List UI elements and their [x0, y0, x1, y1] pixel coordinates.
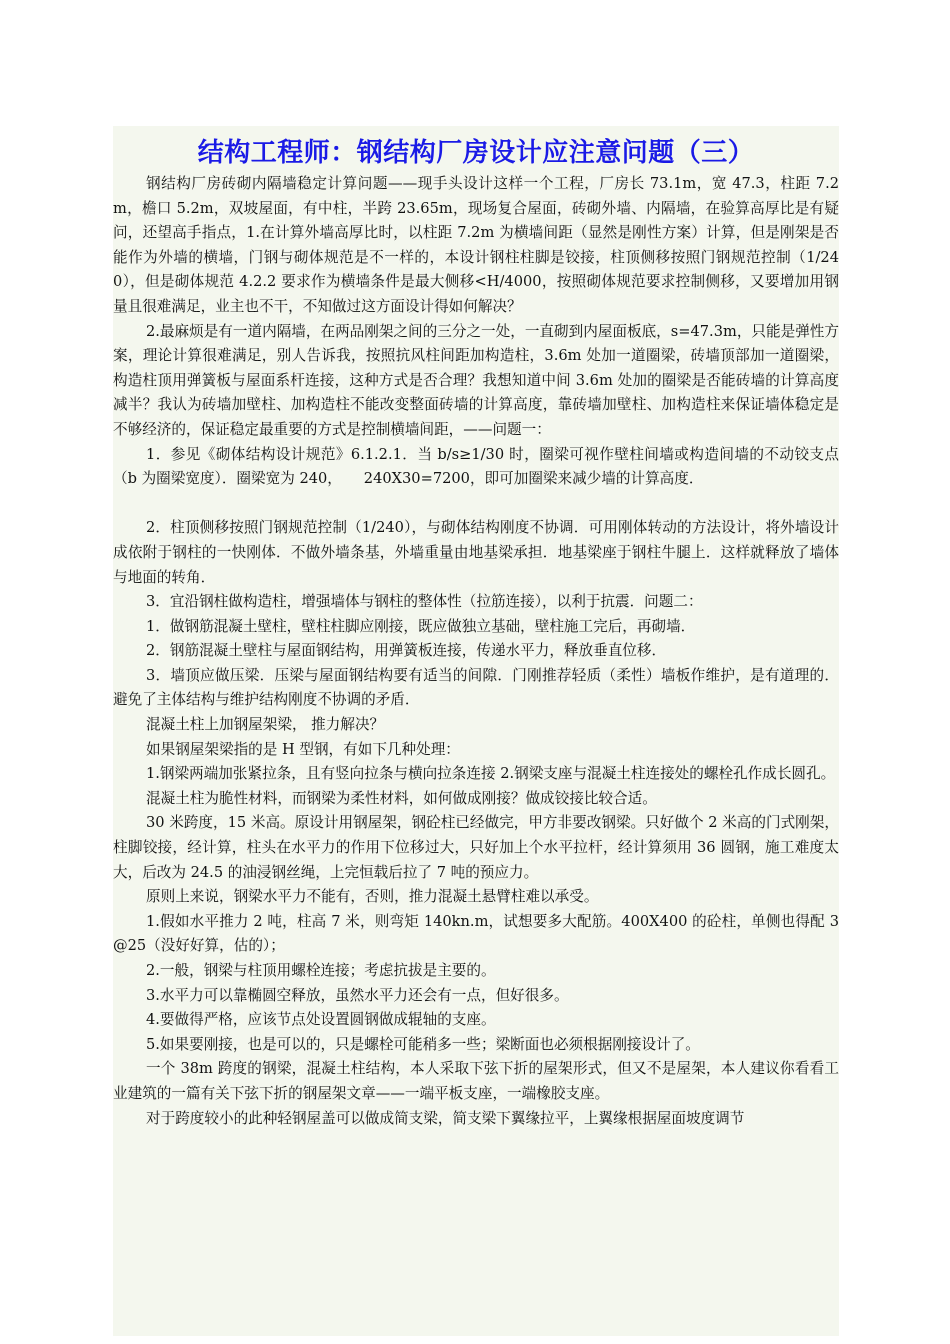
paragraph: 5.如果要刚接，也是可以的，只是螺栓可能稍多一些；梁断面也必须根据刚接设计了。: [146, 1035, 700, 1053]
article-title: 结构工程师：钢结构厂房设计应注意问题（三）: [197, 138, 755, 168]
article-body: [113, 126, 839, 1336]
paragraph: 1．参见《砌体结构设计规范》6.1.2.1．当 b/s≥1/30 时，圈梁可视作壁柱间墙或构造间墙的不动铰支点（b 为圈梁宽度）．圈梁宽为 240， 240X30=7200，即可加圈梁来减少墙的计算高度．: [113, 445, 839, 488]
paragraph: 2.最麻烦是有一道内隔墙，在两品刚架之间的三分之一处，一直砌到内屋面板底，s=47.3m，只能是弹性方案，理论计算很难满足，别人告诉我，按照抗风柱间距加构造柱，3.6m 处加一道圈梁，砖墙顶部加一道圈梁，构造柱顶用弹簧板与屋面系杆连接，这种方式是否合理？我想知道中间 3.6m 处加的圈梁是否能砖墙的计算高度减半？我认为砖墙加壁柱、加构造柱不能改变整面砖墙的计算高度，靠砖墙加壁柱、加构造柱来保证墙体稳定是不够经济的，保证稳定最重要的方式是控制横墙间距，——问题一：: [113, 322, 839, 438]
paragraph: 3．墙顶应做压梁．压梁与屋面钢结构要有适当的间隙．门刚推荐轻质（柔性）墙板作维护，是有道理的．避免了主体结构与维护结构刚度不协调的矛盾．: [113, 666, 839, 709]
paragraph: 混凝土柱上加钢屋架梁， 推力解决？: [146, 716, 385, 734]
paragraph: 3．宜沿钢柱做构造柱，增强墙体与钢柱的整体性（拉筋连接），以利于抗震．问题二：: [146, 593, 703, 611]
paragraph: 1.假如水平推力 2 吨，柱高 7 米，则弯矩 140kn.m，试想要多大配筋。400X400 的砼柱，单侧也得配 3@25（没好好算，估的）；: [113, 912, 839, 955]
paragraph: 如果钢屋架梁指的是 H 型钢，有如下几种处理：: [146, 740, 460, 758]
paragraph: 2.一般，钢梁与柱顶用螺栓连接；考虑抗拔是主要的。: [146, 962, 496, 979]
paragraph: 1.钢梁两端加张紧拉条，且有竖向拉条与横向拉条连接 2.钢梁支座与混凝土柱连接处的螺栓孔作成长圆孔。: [146, 765, 836, 783]
paragraph: 3.水平力可以靠椭圆空释放，虽然水平力还会有一点，但好很多。: [146, 986, 569, 1004]
paragraph: 30 米跨度，15 米高。原设计用钢屋架，钢砼柱已经做完，甲方非要改钢梁。只好做个 2 米高的门式刚架，柱脚铰接，经计算，柱头在水平力的作用下位移过大，只好加上个水平拉杆，经计算须用 36 圆钢，施工难度太大，后改为 24.5 的油浸钢丝绳，上完恒载后拉了 7 吨的预应力。: [113, 814, 839, 881]
paragraph: 原则上来说，钢梁水平力不能有，否则，推力混凝土悬臂柱难以承受。: [146, 888, 599, 906]
paragraph: 2．钢筋混凝土壁柱与屋面钢结构，用弹簧板连接，传递水平力，释放垂直位移．: [146, 642, 667, 660]
paragraph: 一个 38m 跨度的钢梁，混凝土柱结构，本人采取下弦下折的屋架形式，但又不是屋架，本人建议你看看工业建筑的一篇有关下弦下折的钢屋架文章——一端平板支座，一端橡胶支座。: [113, 1060, 839, 1102]
blank-line: [113, 492, 839, 517]
paragraph: 4.要做得严格，应该节点处设置圆钢做成辊轴的支座。: [146, 1011, 496, 1029]
paragraph: 钢结构厂房砖砌内隔墙稳定计算问题——现手头设计这样一个工程，厂房长 73.1m，宽 47.3，柱距 7.2m，檐口 5.2m，双坡屋面，有中柱，半跨 23.65m，现场复合屋面，砖砌外墙、内隔墙，在验算高厚比是有疑问，还望高手指点，1.在计算外墙高厚比时，以柱距 7.2m 为横墙间距（显然是刚性方案）计算，但是刚架是否能作为外墙的横墙，门钢与砌体规范是不一样的，本设计钢柱柱脚是铰接，柱顶侧移按照门钢规范控制（1/240），但是砌体规范 4.2.2 要求作为横墙条件是最大侧移<H/4000，按照砌体规范要求控制侧移，又要增加用钢量且很难满足，业主也不干，不知做过这方面设计得如何解决？: [113, 175, 839, 315]
paragraph: 1．做钢筋混凝土壁柱，壁柱柱脚应刚接，既应做独立基础，壁柱施工完后，再砌墙．: [146, 617, 696, 635]
paragraph: 2．柱顶侧移按照门钢规范控制（1/240），与砌体结构刚度不协调．可用刚体转动的方法设计，将外墙设计成依附于钢柱的一快刚体．不做外墙条基，外墙重量由地基梁承担．地基梁座于钢柱牛腿上．这样就释放了墙体与地面的转角．: [113, 519, 839, 586]
paragraph: 对于跨度较小的此种轻钢屋盖可以做成简支梁，简支梁下翼缘拉平，上翼缘根据屋面坡度调节: [146, 1109, 745, 1127]
paragraph: 混凝土柱为脆性材料，而钢梁为柔性材料，如何做成刚接？做成铰接比较合适。: [146, 789, 657, 807]
